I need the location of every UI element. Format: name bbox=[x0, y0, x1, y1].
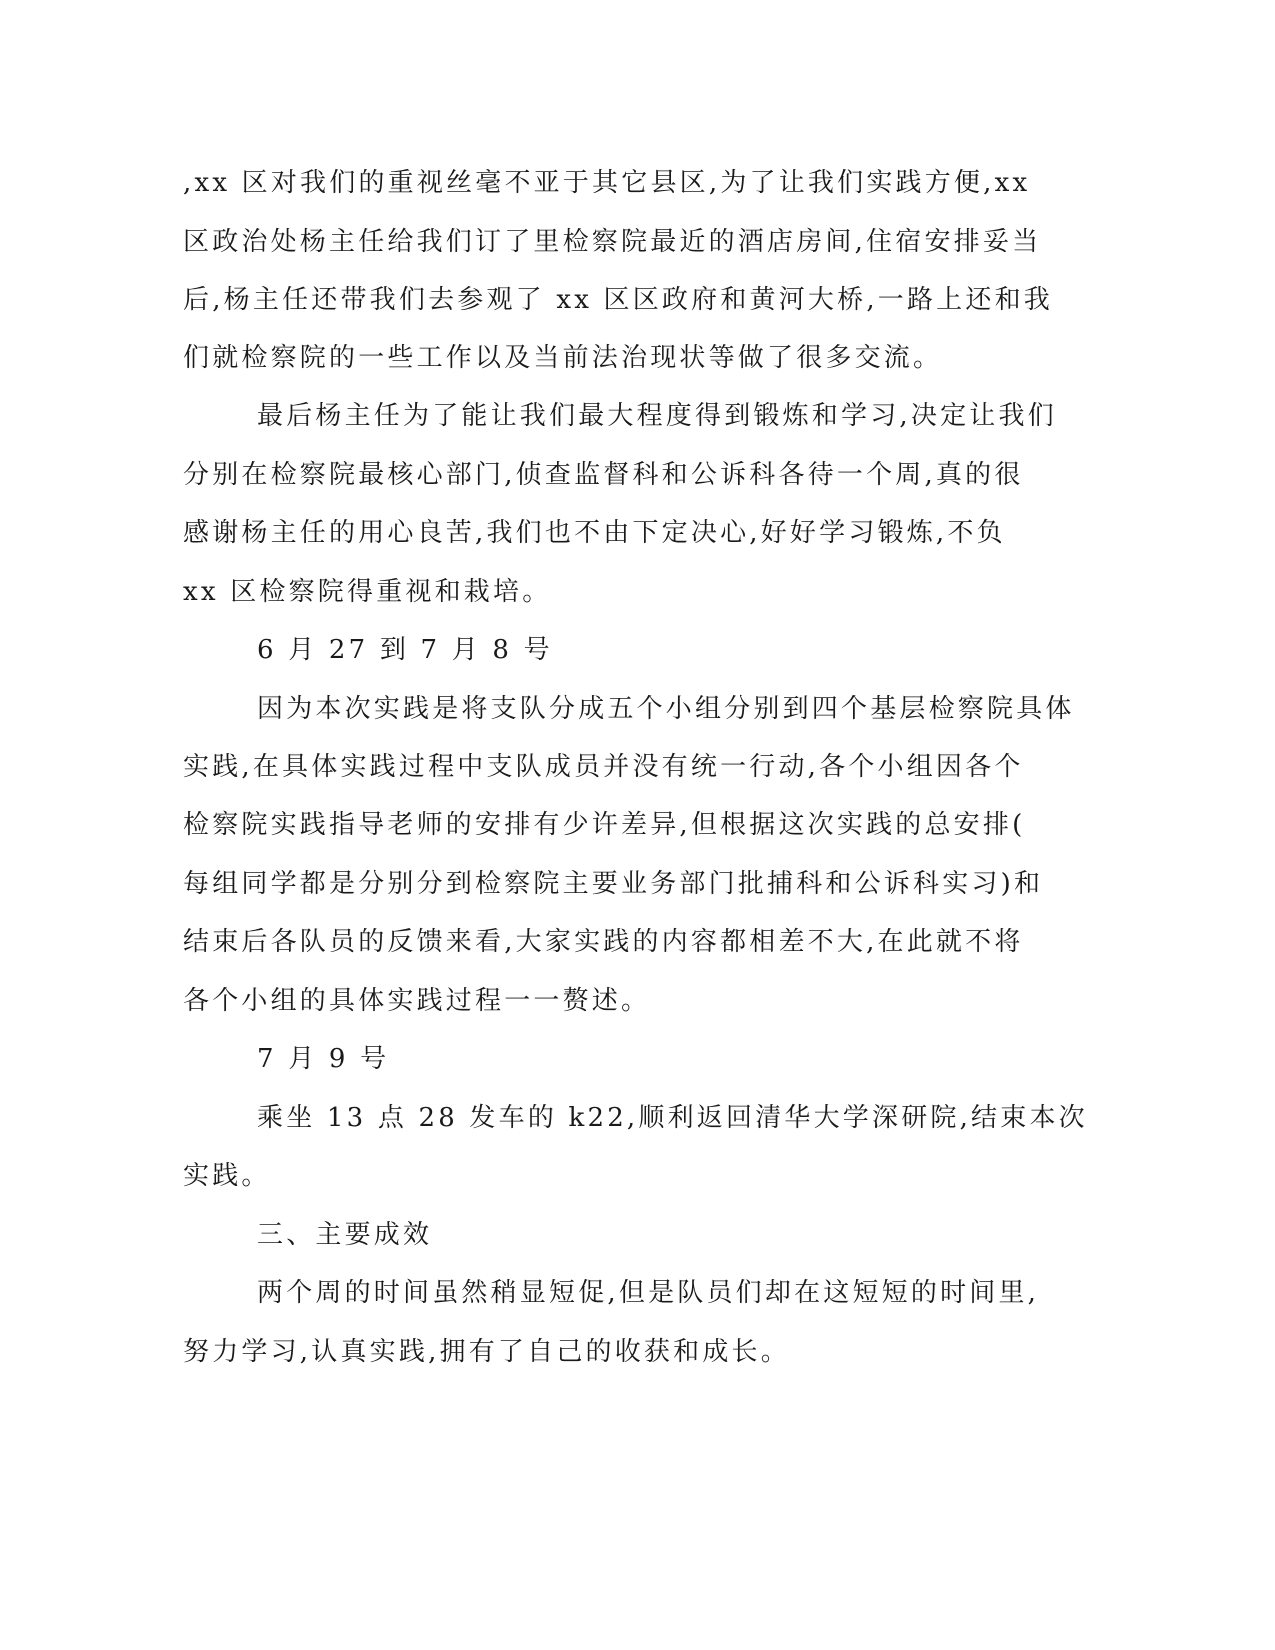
text-line: xx 区检察院得重视和栽培。 bbox=[183, 577, 552, 607]
date-heading: 6 月 27 到 7 月 8 号 bbox=[257, 635, 553, 665]
text-line: 们就检察院的一些工作以及当前法治现状等做了很多交流。 bbox=[183, 343, 943, 373]
section-heading: 三、主要成效 bbox=[257, 1220, 433, 1250]
text-line: 最后杨主任为了能让我们最大程度得到锻炼和学习,决定让我们 bbox=[257, 401, 1057, 431]
text-line: 每组同学都是分别分到检察院主要业务部门批捕科和公诉科实习)和 bbox=[183, 869, 1044, 899]
text-line: 各个小组的具体实践过程一一赘述。 bbox=[183, 986, 651, 1016]
text-line: 感谢杨主任的用心良苦,我们也不由下定决心,好好学习锻炼,不负 bbox=[183, 518, 1006, 548]
text-line: 实践,在具体实践过程中支队成员并没有统一行动,各个小组因各个 bbox=[183, 752, 1024, 782]
text-line: 区政治处杨主任给我们订了里检察院最近的酒店房间,住宿安排妥当 bbox=[183, 227, 1042, 257]
text-line: 乘坐 13 点 28 发车的 k22,顺利返回清华大学深研院,结束本次 bbox=[257, 1103, 1088, 1133]
date-heading: 7 月 9 号 bbox=[257, 1044, 390, 1074]
text-line: 检察院实践指导老师的安排有少许差异,但根据这次实践的总安排( bbox=[183, 810, 1026, 840]
text-line: ,xx 区对我们的重视丝毫不亚于其它县区,为了让我们实践方便,xx bbox=[183, 168, 1031, 198]
text-line: 分别在检察院最核心部门,侦查监督科和公诉科各待一个周,真的很 bbox=[183, 460, 1024, 490]
text-line: 后,杨主任还带我们去参观了 xx 区区政府和黄河大桥,一路上还和我 bbox=[183, 285, 1053, 315]
text-line: 因为本次实践是将支队分成五个小组分别到四个基层检察院具体 bbox=[257, 694, 1075, 724]
text-line: 结束后各队员的反馈来看,大家实践的内容都相差不大,在此就不将 bbox=[183, 927, 1024, 957]
text-line: 实践。 bbox=[183, 1161, 271, 1191]
text-line: 两个周的时间虽然稍显短促,但是队员们却在这短短的时间里, bbox=[257, 1278, 1040, 1308]
text-line: 努力学习,认真实践,拥有了自己的收获和成长。 bbox=[183, 1337, 790, 1367]
